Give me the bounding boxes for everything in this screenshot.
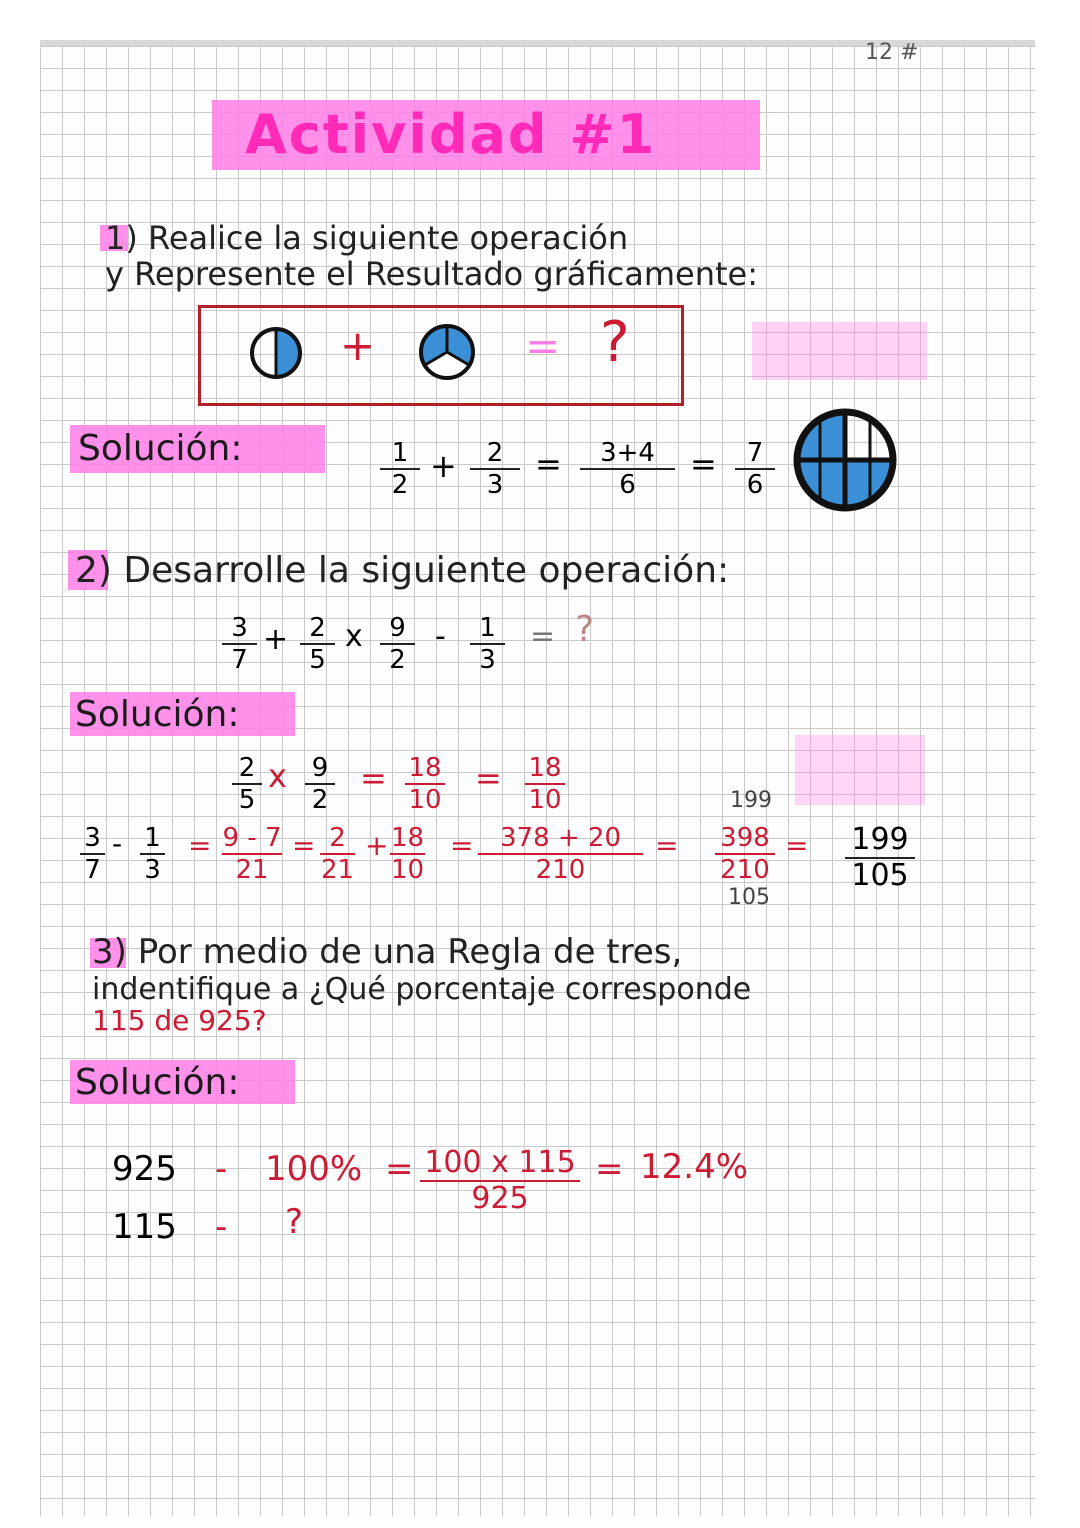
q3-row1-pct: 100% — [265, 1149, 363, 1189]
page-title: Actividad #1 — [245, 103, 657, 166]
q3-solution-label: Solución: — [75, 1062, 240, 1103]
s2-simplify-top: 199 — [730, 788, 772, 813]
q3-line3: 115 de 925? — [92, 1004, 267, 1037]
q2-expr-plus: + — [263, 622, 289, 657]
s2-378-20-210: 378 + 20 210 — [478, 825, 643, 883]
result-circle-icon — [790, 405, 900, 515]
q1-fraction-1-2: 1 2 — [380, 440, 420, 498]
q2-expr-times: x — [345, 619, 363, 654]
page-marker: 12 # — [865, 40, 919, 65]
s1-times: x — [268, 757, 287, 795]
s2-simplify-bottom: 105 — [728, 885, 770, 910]
s2-equals-4: = — [655, 829, 679, 862]
s2-equals-5: = — [785, 829, 809, 862]
q2-solution-label: Solución: — [75, 694, 240, 735]
s2-199-105: 199 105 — [845, 825, 915, 891]
q3-line2: indentifique a ¿Qué porcentaje corresponde — [92, 972, 752, 1007]
s1-18-10-b: 18 10 — [525, 755, 565, 813]
q2-expr-question: ? — [575, 609, 595, 650]
q2-expr-2-5: 2 5 — [300, 615, 335, 673]
q3-row2-left: 115 — [112, 1207, 177, 1247]
q2-side-highlight — [795, 735, 925, 805]
q2-expr-minus: - — [435, 619, 446, 654]
q1-fraction-result: 7 6 — [735, 440, 775, 498]
s1-equals-2: = — [475, 759, 502, 797]
q2-line1: 2) Desarrolle la siguiente operación: — [75, 550, 730, 591]
q1-solution-label: Solución: — [78, 428, 243, 469]
thirds-circle-icon — [417, 322, 477, 382]
s1-18-10-a: 18 10 — [405, 755, 445, 813]
box-equals: = — [525, 321, 561, 370]
q3-row2-question: ? — [285, 1202, 304, 1242]
q3-row2-dash: - — [215, 1207, 228, 1247]
q1-fraction-2-3: 2 3 — [470, 440, 520, 498]
box-plus: + — [340, 321, 376, 370]
s2-398-210: 398 210 — [715, 825, 775, 883]
s2-2-21: 2 21 — [320, 823, 355, 885]
s2-equals-1: = — [188, 829, 212, 862]
q1-plus: + — [430, 447, 457, 485]
side-highlight — [752, 322, 927, 380]
s2-3-7: 3 7 — [80, 825, 105, 883]
q3-row1-dash: - — [215, 1149, 228, 1189]
s2-1-3: 1 3 — [140, 825, 165, 883]
q2-expr-equals: = — [530, 619, 556, 654]
q1-equals-1: = — [535, 445, 562, 483]
box-question: ? — [600, 310, 630, 375]
q1-line2: y Represente el Resultado gráficamente: — [105, 255, 758, 293]
s2-equals-2: = — [292, 829, 316, 862]
s2-minus: - — [112, 827, 123, 860]
s1-equals-1: = — [360, 759, 387, 797]
q1-fraction-sum: 3+4 6 — [580, 440, 675, 498]
q1-line1: 1) Realice la siguiente operación — [105, 219, 629, 257]
s2-18-10: 18 10 — [390, 823, 425, 885]
q3-result: 12.4% — [640, 1147, 749, 1187]
s2-9-7-21: 9 - 7 21 — [222, 823, 282, 885]
q3-line1: 3) Por medio de una Regla de tres, — [92, 932, 683, 972]
s1-9-2: 9 2 — [305, 755, 335, 813]
s2-plus: + — [365, 829, 389, 862]
q1-equals-2: = — [690, 445, 717, 483]
half-circle-icon — [248, 325, 304, 381]
q3-calc: 100 x 115 925 — [420, 1148, 580, 1214]
s2-equals-3: = — [450, 829, 474, 862]
s1-2-5: 2 5 — [232, 755, 262, 813]
q3-row1-left: 925 — [112, 1149, 177, 1189]
q3-equals-1: = — [385, 1149, 414, 1189]
q2-expr-9-2: 9 2 — [380, 615, 415, 673]
q3-equals-2: = — [595, 1149, 624, 1189]
q2-expr-1-3: 1 3 — [470, 615, 505, 673]
q2-expr-3-7: 3 7 — [222, 615, 257, 673]
